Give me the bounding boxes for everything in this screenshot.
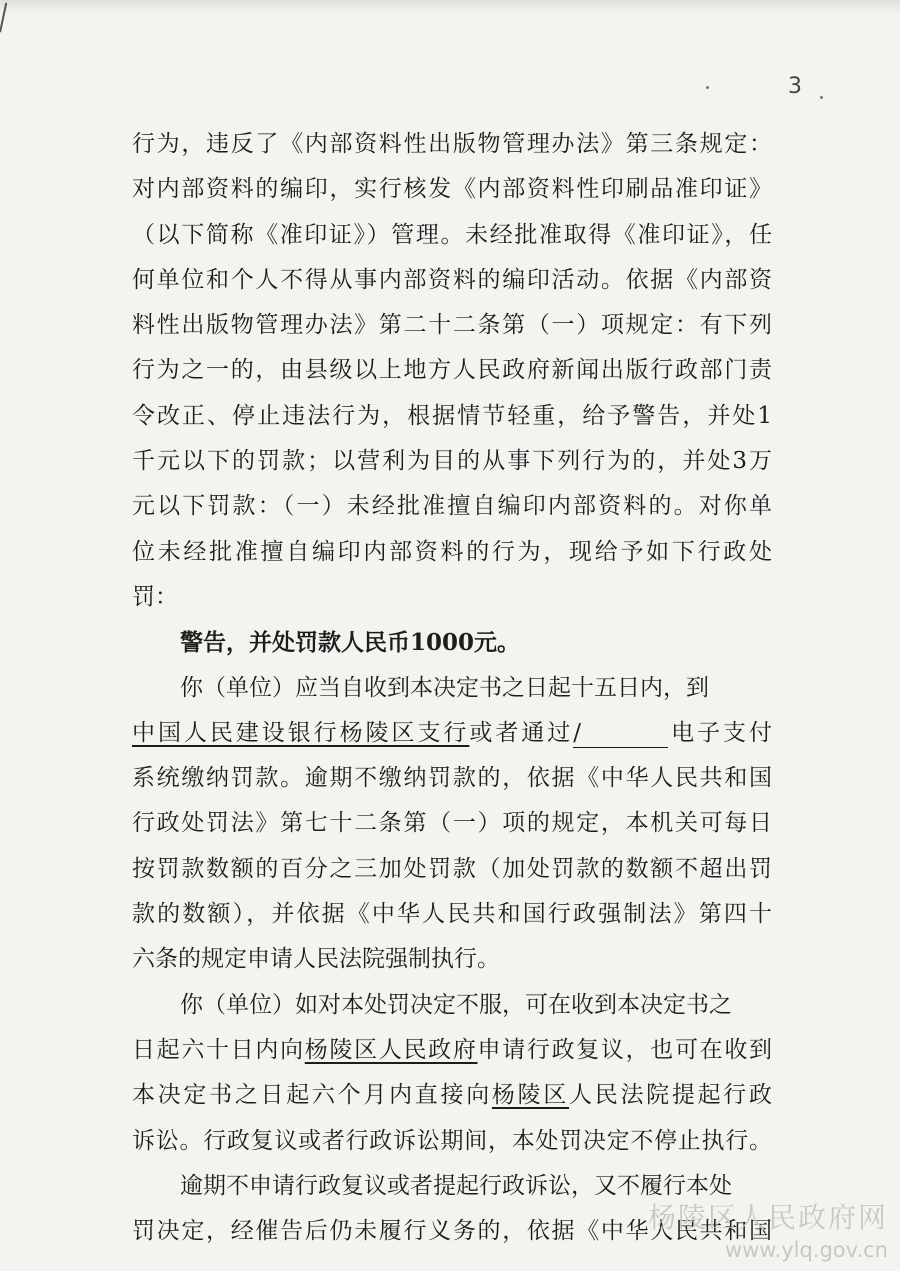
text-line: （以下简称《准印证》）管理。未经批准取得《准印证》，任 (132, 221, 772, 248)
text-line: 何单位和个人不得从事内部资料的编印活动。依据《内部资 (132, 266, 772, 293)
text-line: 你（单位）应当自收到本决定书之日起十五日内，到 (180, 674, 709, 701)
text-line: 逾期不申请行政复议或者提起行政诉讼，又不履行本处 (180, 1172, 732, 1199)
paragraph-violation (132, 122, 772, 620)
text-line: 令改正、停止违法行为，根据情节轻重，给予警告，并处1 (132, 402, 772, 429)
text-line: 本决定书之日起六个月内直接向杨陵区人民法院提起行政 (132, 1082, 773, 1109)
scan-corner-mark (0, 3, 21, 36)
paragraph-payment (132, 666, 772, 983)
text-line: 行为之一的，由县级以上地方人民政府新闻出版行政部门责 (132, 357, 772, 384)
site-watermark (648, 1196, 888, 1262)
bank-name: 中国人民建设银行杨陵区支行 (132, 719, 470, 746)
text-line: 六条的规定申请人民法院强制执行。 (132, 946, 500, 973)
document-body (132, 122, 772, 1254)
text-line: 行为，违反了《内部资料性出版物管理办法》第三条规定： (132, 131, 772, 157)
watermark-site-name: 杨陵区人民政府网 (647, 1201, 888, 1234)
court-district: 杨陵区 (491, 1082, 570, 1109)
government-name: 杨陵区人民政府 (304, 1036, 478, 1063)
paragraph-appeal (132, 983, 772, 1164)
text-line: 行政处罚法》第七十二条第（一）项的规定，本机关可每日 (132, 810, 772, 837)
text-line: 诉讼。行政复议或者行政诉讼期间，本处罚决定不停止执行。 (132, 1127, 772, 1154)
text-line: 元以下罚款：（一）未经批准擅自编印内部资料的。对你单 (132, 493, 772, 520)
text-line: 对内部资料的编印，实行核发《内部资料性印刷品准印证》 (132, 176, 772, 203)
scan-edge (0, 0, 900, 14)
watermark-url: www.ylq.gov.cn (724, 1238, 888, 1262)
text-line: 位未经批准擅自编印内部资料的行为，现给予如下行政处 (132, 538, 772, 565)
text-line: 料性出版物管理办法》第二十二条第（一）项规定：有下列 (132, 312, 772, 339)
text-line: 款的数额），并依据《中华人民共和国行政强制法》第四十 (132, 901, 772, 928)
page-number: 3 (788, 74, 802, 99)
ink-speck (706, 86, 709, 89)
text-line: 千元以下的罚款；以营利为目的从事下列行为的，并处3万 (132, 448, 772, 475)
text-line: 罚决定，经催告后仍未履行义务的，依据《中华人民共和国 (132, 1218, 772, 1245)
text-line: 系统缴纳罚款。逾期不缴纳罚款的，依据《中华人民共和国 (132, 765, 772, 792)
text-line: 按罚款数额的百分之三加处罚款（加处罚款的数额不超出罚 (132, 855, 772, 882)
text-line: 你（单位）如对本处罚决定不服，可在收到本决定书之 (180, 991, 732, 1018)
payment-system-blank: / (573, 719, 668, 748)
text-line: 罚： (132, 583, 178, 610)
text-line: 日起六十日内向杨陵区人民政府申请行政复议，也可在收到 (132, 1036, 773, 1063)
penalty-statement: 警告，并处罚款人民币1000元。 (180, 629, 521, 657)
text-line: 中国人民建设银行杨陵区支行或者通过/ 电子支付 (132, 719, 773, 746)
ink-speck (820, 96, 823, 99)
